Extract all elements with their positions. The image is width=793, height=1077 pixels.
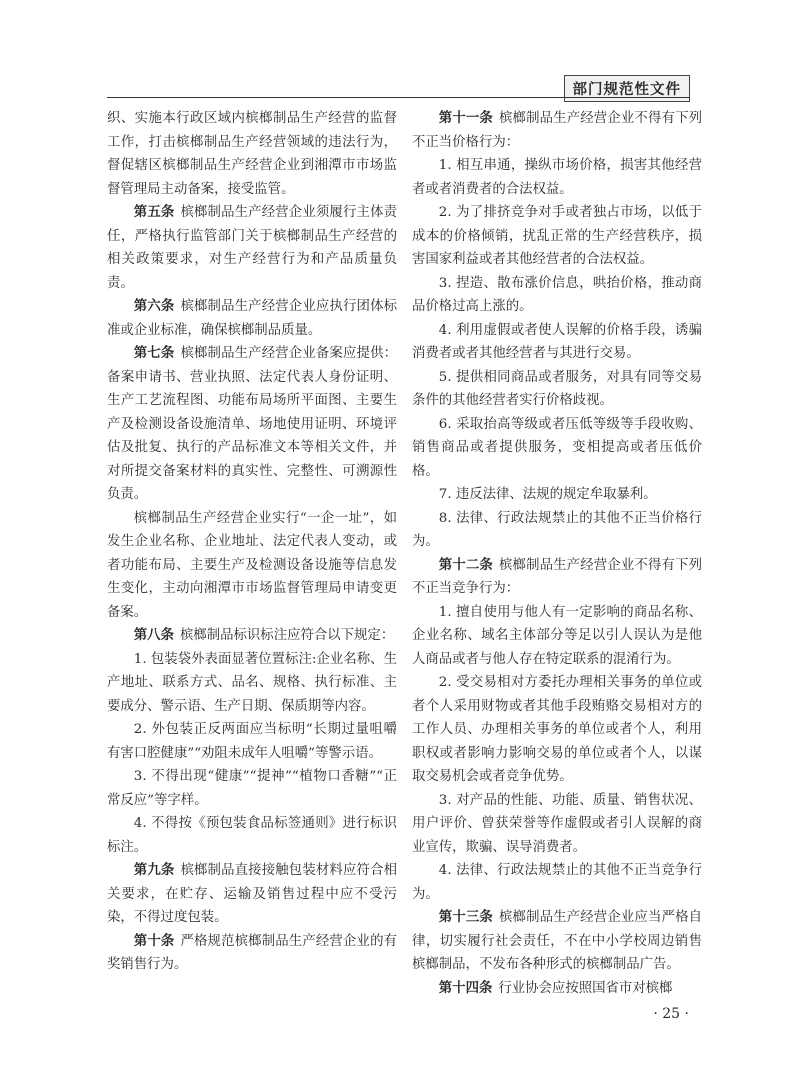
paragraph-text: 行业协会应按照国省市对槟榔	[498, 980, 673, 996]
paragraph-text: 2. 为了排挤竞争对手或者独占市场，以低于成本的价格倾销，扰乱正常的生产经营秩序，损害国家利益或者其他经营者的合法权益。	[412, 205, 702, 267]
paragraph	[412, 554, 702, 601]
paragraph	[107, 812, 397, 859]
paragraph-text: 槟榔制品生产经营企业不得有下列不正当价格行为：	[412, 111, 703, 150]
article-number: 第八条	[133, 628, 174, 643]
page-number: · 25 ·	[653, 1006, 689, 1022]
paragraph	[412, 507, 702, 554]
paragraph-text: 织、实施本行政区域内槟榔制品生产经营的监督工作，打击槟榔制品生产经营领域的违法行为，督促辖区槟榔制品生产经营企业到湘潭市市场监督管理局主动备案，接受监管。	[107, 111, 397, 197]
paragraph-text: 3. 对产品的性能、功能、质量、销售状况、用户评价、曾获荣誉等作虚假或者引人误解的商业宣传，欺骗、误导消费者。	[412, 792, 702, 855]
section-tag: 部门规范性文件	[564, 75, 691, 102]
paragraph	[412, 201, 702, 272]
paragraph-text: 槟榔制品标识标注应符合以下规定：	[179, 628, 395, 643]
header-divider	[107, 97, 690, 98]
right-column	[412, 107, 702, 1000]
paragraph-text: 槟榔制品生产经营企业不得有下列不正当竞争行为：	[412, 557, 703, 596]
paragraph-text: 1. 包装袋外表面显著位置标注:企业名称、生产地址、联系方式、品名、规格、执行标准、主要成分、警示语、生产日期、保质期等内容。	[107, 651, 397, 714]
paragraph-text: 3. 捏造、散布涨价信息，哄抬价格，推动商品价格过高上涨的。	[412, 275, 702, 314]
paragraph	[107, 201, 397, 295]
paragraph-text: 4. 利用虚假或者使人误解的价格手段，诱骗消费者或者其他经营者与其进行交易。	[412, 322, 702, 361]
paragraph	[107, 107, 397, 201]
paragraph-text: 8. 法律、行政法规禁止的其他不正当价格行为。	[412, 510, 702, 549]
paragraph	[107, 342, 397, 507]
paragraph	[412, 859, 702, 906]
paragraph	[412, 413, 702, 484]
paragraph-text: 3. 不得出现“健康”“提神”“植物口香糖”“正常反应”等字样。	[107, 769, 397, 808]
paragraph	[107, 648, 397, 719]
article-number: 第十条	[133, 933, 175, 949]
paragraph	[412, 366, 702, 413]
paragraph	[412, 107, 702, 154]
paragraph-text: 5. 提供相同商品或者服务，对具有同等交易条件的其他经营者实行价格歧视。	[412, 369, 702, 408]
article-number: 第十二条	[438, 557, 493, 573]
paragraph	[412, 906, 702, 977]
paragraph	[412, 601, 702, 672]
paragraph-text: 槟榔制品直接接触包装材料应符合相关要求，在贮存、运输及销售过程中应不受污染，不得过度包装。	[107, 863, 398, 925]
paragraph-text: 7. 违反法律、法规的规定牟取暴利。	[438, 487, 657, 502]
paragraph	[412, 272, 702, 319]
article-number: 第十一条	[438, 111, 493, 126]
article-number: 第九条	[133, 863, 175, 878]
paragraph-text: 6. 采取抬高等级或者压低等级等手段收购、销售商品或者提供服务，变相提高或者压低价格。	[412, 416, 702, 479]
paragraph-text: 2. 受交易相对方委托办理相关事务的单位或者个人采用财物或者其他手段贿赂交易相对方的工作人员、办理相关事务的单位或者个人，利用职权或者影响力影响交易的单位或者个人，以谋取交易机会或者竞争优势。	[412, 675, 702, 784]
article-number: 第七条	[133, 346, 175, 361]
left-column	[107, 107, 397, 977]
paragraph	[412, 319, 702, 366]
paragraph-text: 槟榔制品生产经营企业须履行主体责任，严格执行监管部门关于槟榔制品生产经营的相关政策要求，对生产经营行为和产品质量负责。	[107, 205, 398, 291]
article-number: 第六条	[133, 299, 175, 314]
paragraph-text: 槟榔制品生产经营企业应当严格自律，切实履行社会责任，不在中小学校周边销售槟榔制品，不发布各种形式的槟榔制品广告。	[412, 910, 703, 972]
paragraph-text: 2. 外包装正反两面应当标明“长期过量咀嚼 有害口腔健康”“劝阻未成年人咀嚼”等警示语。	[107, 722, 397, 761]
paragraph-text: 4. 不得按《预包装食品标签通则》进行标识标注。	[107, 816, 397, 855]
paragraph	[107, 718, 397, 765]
paragraph	[107, 859, 397, 930]
paragraph	[107, 930, 397, 977]
paragraph-text: 1. 相互串通，操纵市场价格，损害其他经营者或者消费者的合法权益。	[412, 158, 702, 197]
paragraph-text: 槟榔制品生产经营企业实行“一企一址”，如发生企业名称、企业地址、法定代表人变动，或者功能布局、主要生产及检测设备设施等信息发生变化，主动向湘潭市市场监督管理局申请变更备案。	[107, 510, 397, 620]
paragraph	[107, 507, 397, 625]
paragraph	[412, 154, 702, 201]
paragraph	[412, 483, 702, 507]
article-number: 第十四条	[438, 980, 493, 996]
paragraph	[107, 624, 397, 648]
paragraph-text: 4. 法律、行政法规禁止的其他不正当竞争行为。	[412, 863, 702, 902]
paragraph	[412, 671, 702, 789]
paragraph	[107, 295, 397, 342]
paragraph-text: 槟榔制品生产经营企业备案应提供：备案申请书、营业执照、法定代表人身份证明、生产工艺流程图、功能布局场所平面图、主要生产及检测设备设施清单、场地使用证明、环境评估及批复、执行的产品标准文本等相关文件，并对所提交备案材料的真实性、完整性、可溯源性负责。	[107, 346, 398, 502]
paragraph	[107, 765, 397, 812]
paragraph-text: 1. 擅自使用与他人有一定影响的商品名称、企业名称、域名主体部分等足以引人误认为是他人商品或者与他人存在特定联系的混淆行为。	[412, 604, 702, 667]
article-number: 第五条	[133, 205, 175, 220]
article-number: 第十三条	[438, 910, 493, 925]
paragraph-text: 槟榔制品生产经营企业应执行团体标准或企业标准，确保槟榔制品质量。	[107, 299, 398, 338]
paragraph	[412, 977, 702, 1001]
paragraph	[412, 789, 702, 860]
paragraph-text: 严格规范槟榔制品生产经营企业的有奖销售行为。	[107, 933, 398, 972]
